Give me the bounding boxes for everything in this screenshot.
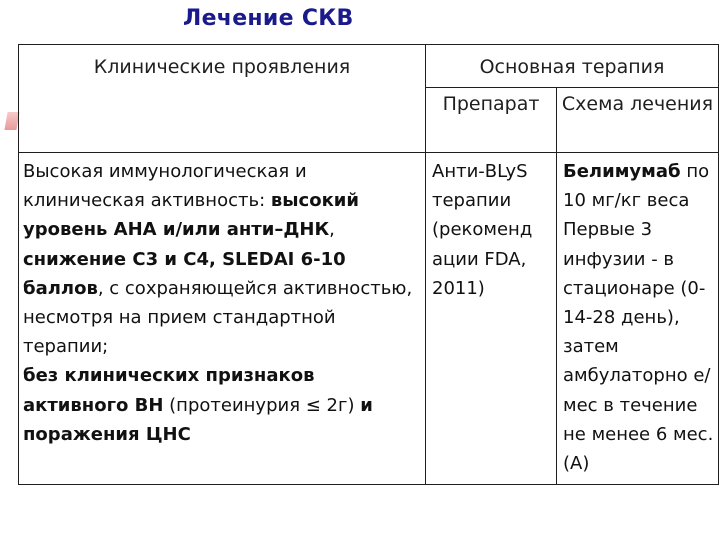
clinical-text-1: Высокая иммунологическая и клиническая активность: — [23, 161, 307, 212]
drug-cell: Анти-BLyS терапии (рекоменд ации FDA, 2011) — [426, 153, 557, 485]
scheme-cell — [557, 153, 719, 485]
clinical-bold-2: снижение С3 и С4, SLEDAI 6-10 баллов — [23, 248, 346, 299]
clinical-text-3: , с сохраняющейся активностью, несмотря на прием стандартной терапии; — [23, 277, 413, 358]
header-main-therapy: Основная терапия — [426, 45, 719, 88]
therapy-table — [18, 44, 719, 485]
clinical-text-2: , — [329, 219, 335, 241]
scheme-drug-name: Белимумаб — [563, 161, 681, 182]
page-title: Лечение СКВ — [183, 6, 354, 31]
scheme-text: по 10 мг/кг веса Первые 3 инфузии - в стационаре (0-14-28 день), затем амбулаторно е/мес в течение не менее 6 мес. (А) — [563, 161, 714, 475]
clinical-manifestations-cell — [19, 153, 426, 485]
clinical-bold-1: высокий уровень АНА и/или анти–ДНК — [23, 190, 360, 241]
clinical-text-4: (протеинурия ≤ 2г) — [163, 394, 361, 416]
clinical-bold-3: без клинических признаков активного ВН — [23, 365, 315, 416]
clinical-bold-4: и поражения ЦНС — [23, 394, 373, 445]
header-treatment-scheme: Схема лечения — [557, 88, 719, 153]
header-clinical-manifestations: Клинические проявления — [19, 45, 426, 153]
header-drug: Препарат — [426, 88, 557, 153]
